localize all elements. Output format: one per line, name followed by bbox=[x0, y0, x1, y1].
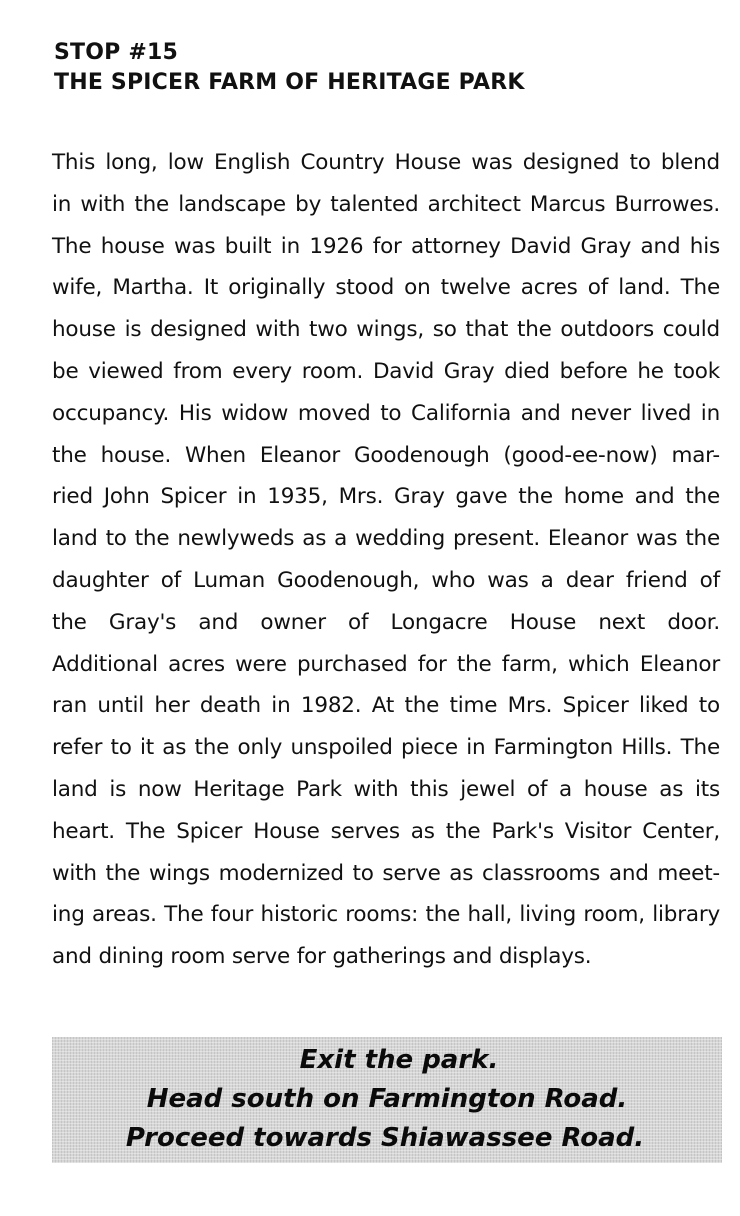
paragraph-line: and dining room serve for gatherings and displays. bbox=[52, 944, 592, 970]
directions-box bbox=[52, 1037, 722, 1163]
paragraph-line: ran until her death in 1982. At the time Mrs. Spicer liked to bbox=[52, 693, 720, 719]
paragraph-line: heart. The Spicer House serves as the Park's Visitor Center, bbox=[52, 818, 720, 844]
paragraph-line: wife, Martha. It originally stood on twelve acres of land. The bbox=[52, 275, 720, 301]
paragraph-line: land to the newlyweds as a wedding present. Eleanor was the bbox=[52, 526, 720, 552]
direction-exit-park: Exit the park. bbox=[299, 1045, 499, 1075]
paragraph-line: be viewed from every room. David Gray died before he took bbox=[52, 358, 720, 384]
paragraph-line: The house was built in 1926 for attorney David Gray and his bbox=[52, 233, 720, 259]
paragraph-line: occupancy. His widow moved to California and never lived in bbox=[52, 400, 720, 426]
description-paragraph bbox=[52, 142, 720, 978]
paragraph-line: land is now Heritage Park with this jewel of a house as its bbox=[52, 776, 720, 802]
paragraph-line: This long, low English Country House was designed to blend bbox=[52, 150, 720, 175]
paragraph-line: the Gray's and owner of Longacre House next door. bbox=[52, 609, 720, 635]
stop-title: THE SPICER FARM OF HERITAGE PARK bbox=[54, 70, 525, 95]
paragraph-line: daughter of Luman Goodenough, who was a dear friend of bbox=[52, 567, 720, 593]
stop-number: STOP #15 bbox=[54, 40, 178, 65]
direction-proceed: Proceed towards Shiawassee Road. bbox=[125, 1123, 645, 1153]
paragraph-line: with the wings modernized to serve as classrooms and meet- bbox=[52, 860, 720, 886]
paragraph-line: Additional acres were purchased for the farm, which Eleanor bbox=[52, 651, 720, 677]
paragraph-line: in with the landscape by talented architect Marcus Burrowes. bbox=[52, 191, 720, 217]
paragraph-line: the house. When Eleanor Goodenough (good-ee-now) mar- bbox=[52, 442, 720, 468]
direction-head-south: Head south on Farmington Road. bbox=[146, 1084, 628, 1114]
stop-heading bbox=[54, 38, 714, 98]
paragraph-line: ried John Spicer in 1935, Mrs. Gray gave the home and the bbox=[52, 484, 720, 510]
paragraph-line: ing areas. The four historic rooms: the hall, living room, library bbox=[52, 902, 720, 928]
paragraph-line: refer to it as the only unspoiled piece in Farmington Hills. The bbox=[52, 735, 720, 761]
paragraph-line: house is designed with two wings, so that the outdoors could bbox=[52, 317, 720, 343]
